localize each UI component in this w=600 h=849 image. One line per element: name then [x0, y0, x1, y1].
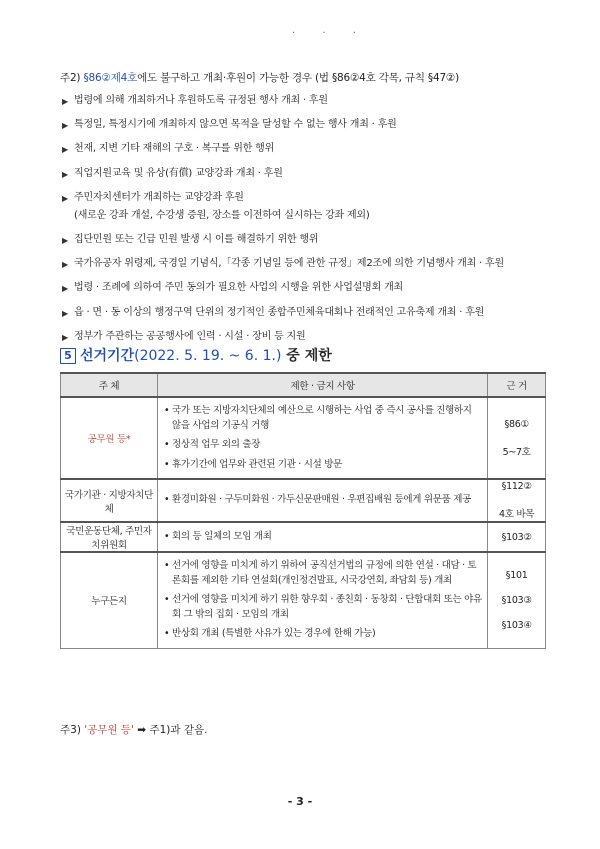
basis-text: 5~7호 — [502, 446, 531, 458]
restriction-item-text: 선거에 영향을 미치게 하기 위하여 공직선거법의 규정에 의한 연설 · 대담 · 토론회를 제외한 기타 연설회(개인정견발표, 시국강연회, 좌담회 등) 개최 — [172, 560, 477, 586]
basis-text: §103③ — [501, 594, 532, 606]
bullet-dot-icon: • — [164, 405, 170, 416]
section-heading — [60, 345, 332, 365]
list-item-text: 집단민원 또는 긴급 민원 발생 시 이를 해결하기 위한 행위 — [74, 233, 319, 245]
restriction-item-text: 선거에 영향을 미치게 하기 위한 향우회 · 종친회 · 동창회 · 단합대회 또는 야유회 그 밖의 집회 · 모임의 개최 — [172, 594, 482, 620]
restriction-item — [164, 404, 483, 433]
triangle-bullet-icon: ▶ — [62, 121, 68, 131]
table-row — [61, 522, 546, 552]
basis-text: 4호 바목 — [499, 509, 535, 520]
list-item — [62, 233, 562, 246]
note-3-highlight: '공무원 등' — [84, 724, 134, 736]
list-item-text: 천재, 지변 기타 재해의 구호 · 복구를 위한 행위 — [74, 143, 275, 155]
restriction-item-text: 국가 또는 지방자치단체의 예산으로 시행하는 사업 중 즉시 공사를 진행하지 않을 사업의 기공식 거행 — [172, 405, 472, 431]
note-2-text: 에도 불구하고 개최·후원이 가능한 경우 (법 §86②4호 각목, 규칙 §47②) — [137, 72, 460, 84]
bullet-dot-icon: • — [164, 594, 170, 605]
bullet-dot-icon: • — [164, 530, 170, 542]
row-basis — [488, 479, 546, 522]
section-tail: 중 제한 — [281, 348, 332, 364]
list-item — [62, 167, 562, 180]
triangle-bullet-icon: ▶ — [62, 308, 68, 318]
note-3-prefix: 주3) — [60, 724, 85, 736]
row-basis — [488, 397, 546, 479]
header-items: 제한 · 금지 사항 — [158, 373, 488, 397]
row-subject: 누구든지 — [61, 552, 158, 648]
list-item-text: 정부가 주관하는 공공행사에 인력 · 시설 · 장비 등 지원 — [74, 330, 306, 342]
triangle-bullet-icon: ▶ — [62, 235, 68, 245]
note-2-prefix: 주2) — [60, 72, 84, 84]
row-subject: 공무원 등* — [61, 397, 158, 479]
triangle-bullet-icon: ▶ — [62, 193, 68, 203]
triangle-bullet-icon: ▶ — [62, 284, 68, 294]
list-item-text: 읍 · 면 · 동 이상의 행정구역 단위의 정기적인 종합주민체육대회나 전래적인 고유축제 개최 · 후원 — [74, 306, 485, 318]
note-2 — [60, 70, 560, 85]
restriction-item — [164, 627, 483, 642]
list-item — [62, 306, 562, 319]
restriction-item — [164, 493, 483, 508]
table-row — [61, 397, 546, 479]
restriction-item-text: 회의 등 일체의 모임 개최 — [172, 530, 272, 542]
restriction-item-text: 환경미화원 · 구두미화원 · 가두신문판매원 · 우편집배원 등에게 위문품 제공 — [172, 494, 471, 506]
triangle-bullet-icon: ▶ — [62, 97, 68, 106]
list-item-text: 법령 · 조례에 의하여 주민 동의가 필요한 사업의 시행을 위한 사업설명회 개최 — [74, 282, 404, 294]
header-dots: · · · — [292, 28, 368, 39]
section-period: (2022. 5. 19. ~ 6. 1.) — [134, 348, 282, 364]
bullet-dot-icon: • — [164, 494, 170, 506]
triangle-bullet-icon: ▶ — [62, 260, 68, 270]
note-2-highlight: §86②제4호 — [83, 72, 138, 84]
restriction-item — [164, 458, 483, 473]
list-item — [62, 94, 562, 107]
arrow-icon: ➡ — [133, 724, 150, 736]
list-item-text: 법령에 의해 개최하거나 후원하도록 규정된 행사 개최 · 후원 — [74, 95, 328, 106]
list-item — [62, 191, 562, 222]
row-basis — [488, 522, 546, 552]
basis-text: §103② — [501, 531, 532, 543]
bullet-dot-icon: • — [164, 458, 170, 470]
list-item — [62, 330, 562, 343]
restriction-item-text: 정상적 업무 외의 출장 — [172, 439, 261, 450]
table-row — [61, 479, 546, 522]
bullet-dot-icon: • — [164, 628, 170, 639]
basis-text: §101 — [505, 569, 528, 581]
header-subject: 주 체 — [61, 373, 158, 397]
restriction-item — [164, 438, 483, 453]
list-item-text: 특정일, 특정시기에 개최하지 않으면 목적을 달성할 수 없는 행사 개최 · 후원 — [74, 119, 397, 131]
bullet-dot-icon: • — [164, 439, 170, 450]
note-3-text: 주1)과 같음. — [149, 724, 208, 736]
restriction-item — [164, 559, 483, 588]
triangle-bullet-icon: ▶ — [62, 169, 68, 179]
basis-text: §86① — [504, 418, 529, 430]
row-items — [158, 522, 488, 552]
list-item — [62, 281, 562, 294]
triangle-bullet-icon: ▶ — [62, 332, 68, 342]
note-3 — [60, 722, 207, 737]
list-item-subtext: (새로운 강좌 개설, 수강생 증원, 장소를 이전하여 실시하는 강좌 제외) — [74, 209, 370, 221]
row-items — [158, 479, 488, 522]
restriction-item — [164, 593, 483, 622]
list-item — [62, 257, 562, 270]
restriction-item-text: 휴가기간에 업무와 관련된 기관 · 시설 방문 — [172, 458, 342, 470]
list-item — [62, 118, 562, 131]
table-row — [61, 552, 546, 648]
list-item — [62, 142, 562, 155]
row-subject: 국민운동단체, 주민자치위원회 — [61, 522, 158, 552]
exception-list — [62, 94, 562, 354]
row-subject: 국가기관 · 지방자치단체 — [61, 479, 158, 522]
restriction-item-text: 반상회 개최 (특별한 사유가 있는 경우에 한해 가능) — [172, 628, 376, 639]
header-basis: 근 거 — [488, 373, 546, 397]
row-items — [158, 552, 488, 648]
restriction-table — [60, 372, 546, 649]
restriction-item — [164, 530, 483, 545]
list-item-text: 국가유공자 위령제, 국경일 기념식,「각종 기념일 등에 관한 규정」제2조에 의한 기념행사 개최 · 후원 — [74, 258, 504, 270]
page-number: - 3 - — [287, 795, 313, 808]
list-item-text: 주민자치센터가 개최하는 교양강좌 후원 — [74, 191, 244, 203]
triangle-bullet-icon: ▶ — [62, 145, 68, 155]
row-basis — [488, 552, 546, 648]
basis-text: §103④ — [501, 619, 532, 631]
section-title: 선거기간 — [80, 348, 135, 364]
list-item-text: 직업지원교육 및 유상(有償) 교양강좌 개최 · 후원 — [74, 167, 283, 179]
bullet-dot-icon: • — [164, 560, 170, 571]
basis-text: §112② — [501, 481, 532, 492]
row-items — [158, 397, 488, 479]
section-number-box: 5 — [60, 348, 76, 364]
